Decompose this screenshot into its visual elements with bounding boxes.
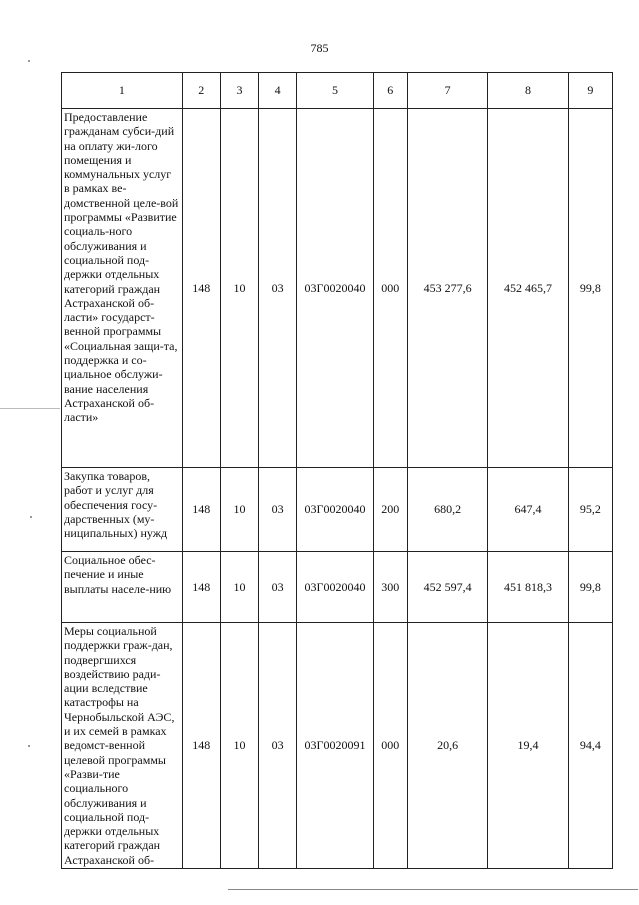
cell-col6: 000: [373, 623, 407, 869]
header-cell: 3: [220, 73, 258, 109]
cell-col5: 03Г0020091: [297, 623, 373, 869]
cell-col3: 10: [220, 552, 258, 623]
cell-col3: 10: [220, 468, 258, 552]
cell-col4: 03: [259, 109, 297, 468]
cell-col5: 03Г0020040: [297, 468, 373, 552]
cell-col5: 03Г0020040: [297, 109, 373, 468]
header-cell: 1: [62, 73, 183, 109]
cell-col9: 99,8: [568, 552, 612, 623]
cell-col2: 148: [182, 468, 220, 552]
cell-col6: 000: [373, 109, 407, 468]
cell-col9: 95,2: [568, 468, 612, 552]
cell-col7: 20,6: [407, 623, 487, 869]
cell-col8: 451 818,3: [488, 552, 568, 623]
budget-table: [61, 72, 613, 869]
table-row: [62, 623, 613, 869]
header-cell: 6: [373, 73, 407, 109]
cell-col6: 300: [373, 552, 407, 623]
row-description: Меры социальной поддержки граж-дан, подвергшихся воздействию ради-ации вследствие катастрофы на Чернобыльской АЭС, и их семей в рамках ведомст-венной целевой программы «Разви-тие социального обслуживания и социальной под-держки отдельных категорий граждан Астраханской об-: [62, 623, 183, 869]
cell-col9: 94,4: [568, 623, 612, 869]
cell-col5: 03Г0020040: [297, 552, 373, 623]
header-cell: 2: [182, 73, 220, 109]
cell-col3: 10: [220, 109, 258, 468]
cell-col4: 03: [259, 552, 297, 623]
row-description: Предоставление гражданам субси-дий на оплату жи-лого помещения и коммунальных услуг в рамках ве-домственной целе-вой программы «Развитие социаль-ного обслуживания и социальной под-держки отдельных категорий граждан Астраханской об-ласти» государст-венной программы «Социальная защи-та, поддержка и со-циальное обслужи-вание населения Астраханской об-ласти»: [62, 109, 183, 468]
cell-col8: 647,4: [488, 468, 568, 552]
cell-col2: 148: [182, 552, 220, 623]
scan-dash-line: [0, 408, 60, 409]
scan-bottom-line: [228, 889, 638, 890]
table-row: [62, 468, 613, 552]
cell-col6: 200: [373, 468, 407, 552]
cell-col8: 452 465,7: [488, 109, 568, 468]
cell-col7: 452 597,4: [407, 552, 487, 623]
header-cell: 9: [568, 73, 612, 109]
cell-col2: 148: [182, 109, 220, 468]
row-description: Социальное обес-печение и иные выплаты населе-нию: [62, 552, 183, 623]
header-cell: 5: [297, 73, 373, 109]
cell-col3: 10: [220, 623, 258, 869]
cell-col2: 148: [182, 623, 220, 869]
scan-speck: [28, 60, 30, 62]
scan-speck: [30, 516, 32, 518]
table-row: [62, 552, 613, 623]
cell-col4: 03: [259, 468, 297, 552]
scan-speck: [28, 745, 30, 747]
header-cell: 8: [488, 73, 568, 109]
cell-col8: 19,4: [488, 623, 568, 869]
cell-col7: 680,2: [407, 468, 487, 552]
row-description: Закупка товаров, работ и услуг для обеспечения госу-дарственных (му-ниципальных) нужд: [62, 468, 183, 552]
cell-col7: 453 277,6: [407, 109, 487, 468]
header-cell: 4: [259, 73, 297, 109]
header-row: [62, 73, 613, 109]
table-row: [62, 109, 613, 468]
cell-col9: 99,8: [568, 109, 612, 468]
page-number: 785: [310, 41, 329, 55]
cell-col4: 03: [259, 623, 297, 869]
header-cell: 7: [407, 73, 487, 109]
